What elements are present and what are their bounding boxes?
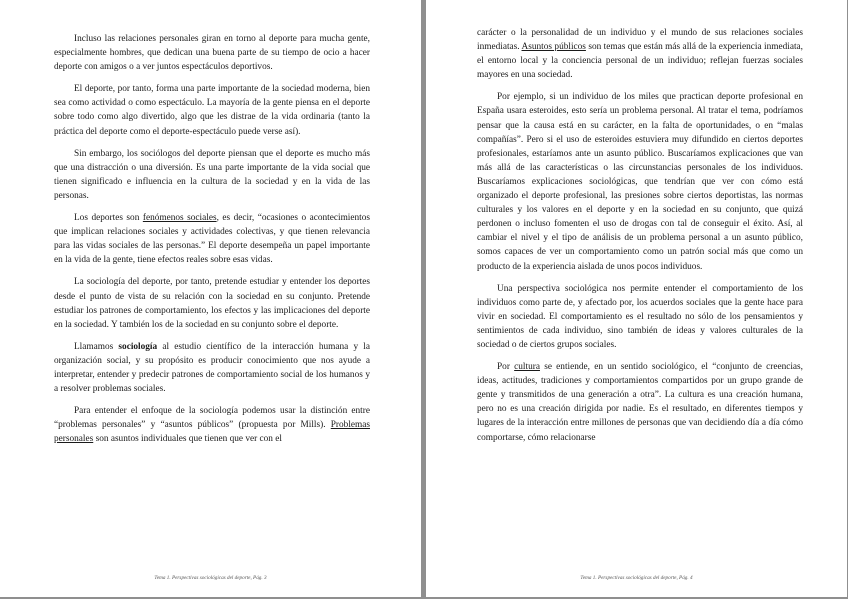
paragraph-text: al estudio científico de la interacción humana y la organización social, y su propósito es producir conocimiento que nos ayude a interpretar, entender y predecir patrones de comportamiento social de los humanos y a resolver problemas sociales.	[54, 341, 370, 395]
page-footer: Tema 1. Perspectivas sociológicas del deporte, Pág. 4	[580, 575, 693, 581]
paragraph-text: , es decir, “ocasiones o acontecimientos que implican relaciones sociales y actividades colectivas, y que tienen relevancia para las vidas sociales de las personas.” El deporte desempeña un papel importante en la vida de la gente, tiene efectos reales sobre esas vidas.	[54, 213, 371, 266]
paragraph	[54, 404, 370, 446]
underlined-term-cultura: cultura	[514, 362, 540, 373]
paragraph	[477, 90, 803, 273]
paragraph	[54, 275, 370, 331]
paragraph	[54, 340, 370, 396]
document-page-right	[426, 0, 847, 597]
paragraph	[54, 147, 370, 203]
bold-term-sociologia: sociología	[118, 341, 158, 352]
paragraph-text: Incluso las relaciones personales giran en torno al deporte para mucha gente, especialmente hombres, que dedican una buena parte de su tiempo de ocio a hacer deporte con amigos o a ver juntos espectáculos deportivos.	[54, 34, 370, 73]
underlined-term-asuntos-publicos: Asuntos públicos	[521, 42, 586, 53]
paragraph-text: son asuntos individuales que tienen que ver con el	[93, 434, 282, 445]
paragraph	[54, 82, 370, 138]
paragraph-text: Sin embargo, los sociólogos del deporte piensan que el deporte es mucho más que una distracción o una diversión. Es una parte importante de la vida social que tienen significado e influencia en la cultura de la sociedad y en la vida de las personas.	[54, 148, 370, 201]
paragraph-text: se entiende, en un sentido sociológico, el “conjunto de creencias, ideas, actitudes, tradiciones y comportamientos compartidos por un grupo grande de gente y transmitidos de una generación a otra”. La cultura es una creación humana, pero no es una creación dirigida por nadie. Es el resultado, en diferentes tiempos y lugares de la interacción entre millones de personas que van decidiendo día a día cómo comportarse, cómo relacionarse	[477, 362, 803, 443]
underlined-term-fenomenos-sociales: fenómenos sociales	[142, 213, 217, 224]
paragraph-text: Para entender el enfoque de la sociología podemos usar la distinción entre “problemas personales” y “asuntos públicos” (propuesta por Mills).	[54, 406, 370, 431]
page-footer: Tema 1. Perspectivas sociológicas del deporte, Pág. 3	[154, 575, 267, 581]
paragraph-text: Por	[497, 362, 515, 373]
document-page-left	[0, 0, 421, 597]
paragraph	[54, 211, 370, 267]
paragraph-text: La sociología del deporte, por tanto, pretende estudiar y entender los deportes desde el punto de vista de su relación con la sociedad en su conjunto. Pretende estudiar los patrones de comportamiento, los efectos y las implicaciones del deporte en la sociedad. Y también los de la sociedad en su conjunto sobre el deporte.	[54, 277, 370, 330]
paragraph-text: El deporte, por tanto, forma una parte importante de la sociedad moderna, bien sea como actividad o como espectáculo. La mayoría de la gente piensa en el deporte sobre todo como algo divertido, algo que les distrae de la vida ordinaria (tanto la práctica del deporte como el deporte-espectáculo puede verse así).	[54, 84, 370, 137]
paragraph	[477, 282, 803, 352]
paragraph	[477, 360, 803, 445]
underlined-term-problemas-personales: Problemas personales	[54, 420, 370, 445]
paragraph-text: Los deportes son	[74, 213, 143, 224]
paragraph-text: Por ejemplo, si un individuo de los miles que practican deporte profesional en España usara esteroides, esto sería un problema personal. Al tratar el tema, podríamos pensar que la causa está en su carácter, en la falta de oportunidades, o en “malas compañías”. Pero si el uso de esteroides estuviera muy difundido en ciertos deportes profesionales, estaríamos ante un asunto público. Buscaríamos explicaciones que van más allá de las características o las circunstancias personales de los individuos. Buscaríamos explicaciones sociológicas, que tendrían que ver con cómo está organizado el deporte profesional, las presiones sobre ciertos deportistas, las normas culturales y los valores en el deporte y en la sociedad en su conjunto, que quizá perdonen o incluso fomenten el uso de drogas con tal de conseguir el éxito. Así, al cambiar el nivel y el tipo de análisis de un problema personal a un asunto público, somos capaces de ver un comportamiento como un patrón social más que como un producto de la experiencia aislada de unos pocos individuos.	[477, 92, 803, 272]
paragraph-text: carácter o la personalidad de un individuo y el mundo de sus relaciones sociales inmediatas.	[477, 28, 803, 53]
paragraph	[54, 32, 370, 74]
paragraph	[477, 26, 803, 82]
paragraph-text: Una perspectiva sociológica nos permite entender el comportamiento de los individuos como parte de, y afectado por, los acuerdos sociales que la gente hace para vivir en sociedad. El comportamiento es el resultado no sólo de los pensamientos y sentimientos de cada individuo, sino también de ideas y valores culturales de la sociedad o de ciertos grupos sociales.	[477, 283, 803, 350]
paragraph-text: Llamamos	[74, 341, 119, 352]
paragraph-text: son temas que están más allá de la experiencia inmediata, el entorno local y la conciencia personal de un individuo; reflejan fuerzas sociales mayores en una sociedad.	[477, 42, 803, 81]
